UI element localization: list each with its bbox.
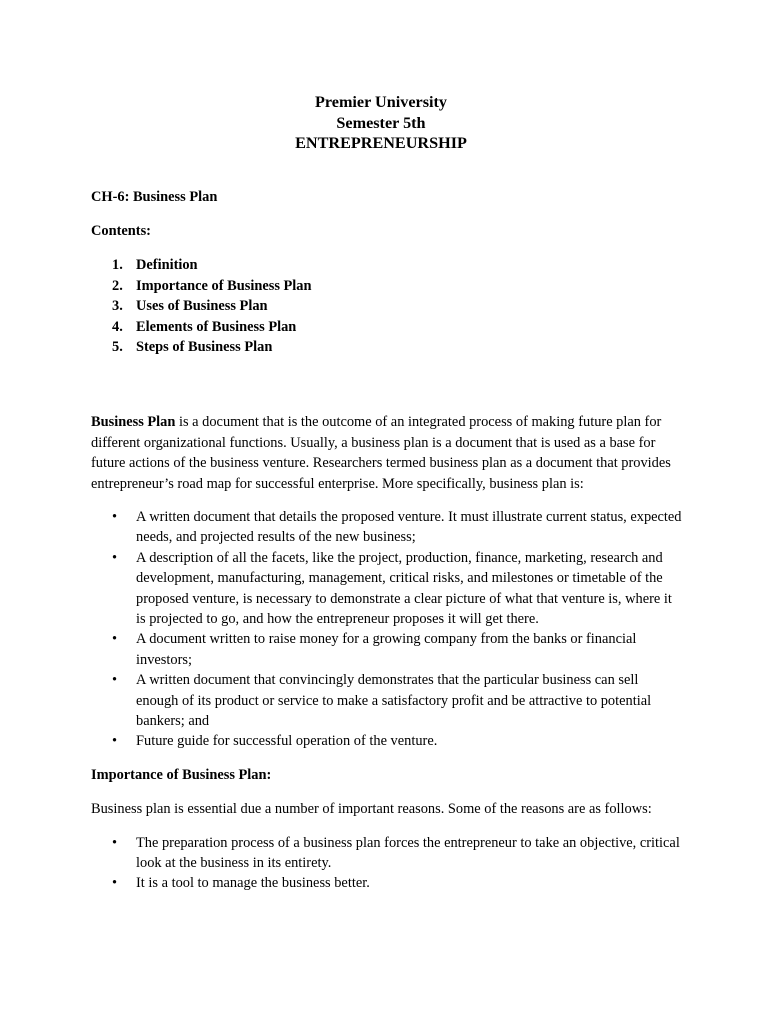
importance-heading: Importance of Business Plan: (91, 766, 272, 783)
contents-item-number: 2. (112, 277, 123, 294)
list-item-text: Future guide for successful operation of the venture. (136, 733, 438, 750)
definition-term: Business Plan (91, 414, 176, 431)
contents-item (91, 337, 683, 357)
list-item (91, 548, 683, 630)
contents-item-label: Importance of Business Plan (136, 277, 312, 294)
bullet-icon: • (112, 508, 118, 525)
chapter-title: CH-6: Business Plan (91, 188, 218, 205)
contents-item (91, 317, 683, 337)
list-item (91, 833, 683, 874)
list-item (91, 873, 683, 893)
contents-item-label: Steps of Business Plan (136, 338, 273, 355)
contents-item-label: Elements of Business Plan (136, 318, 297, 335)
list-item-text: A document written to raise money for a growing company from the banks or financial investors; (136, 631, 637, 668)
contents-item-label: Uses of Business Plan (136, 298, 268, 315)
contents-item-number: 1. (112, 257, 123, 274)
contents-item-number: 4. (112, 318, 123, 335)
list-item (91, 629, 683, 670)
document-page (91, 92, 683, 907)
list-item-text: A description of all the facets, like the project, production, finance, marketing, research and development, manufacturing, management, critical risks, and milestones or timetable of the proposed venture, is necessary to demonstrate a clear picture of what that venture is, where it is projected to go, and how the entrepreneur proposes it will get there. (136, 549, 672, 627)
contents-heading: Contents: (91, 222, 151, 239)
list-item-text: A written document that details the proposed venture. It must illustrate current status, expected needs, and projected results of the new business; (136, 508, 682, 546)
bullet-icon: • (112, 875, 118, 892)
definition-text: is a document that is the outcome of an integrated process of making future plan for different organizational functions. Usually, a business plan is a document that is used as a base for future actions of the business venture. Researchers termed business plan as a document that provides entrepreneur’s road map for successful enterprise. More specifically, business plan is: (91, 414, 671, 492)
definition-bullet-list (91, 507, 683, 752)
document-title-block (79, 92, 683, 154)
list-item (91, 731, 683, 751)
course-title: ENTREPRENEURSHIP (295, 134, 467, 152)
contents-item-number: 5. (112, 338, 123, 355)
list-item (91, 670, 683, 731)
importance-intro: Business plan is essential due a number of important reasons. Some of the reasons are as follows: (91, 801, 652, 818)
university-name: Premier University (314, 93, 447, 111)
bullet-icon: • (112, 672, 118, 689)
bullet-icon: • (112, 549, 118, 566)
contents-list (91, 255, 683, 357)
list-item (91, 507, 683, 548)
list-item-text: The preparation process of a business plan forces the entrepreneur to take an objective, critical look at the business in its entirety. (136, 834, 680, 872)
list-item-text: A written document that convincingly demonstrates that the particular business can sell enough of its product or service to make a satisfactory profit and be attractive to potential bankers; and (136, 672, 652, 730)
bullet-icon: • (112, 834, 118, 851)
contents-item-number: 3. (112, 298, 123, 315)
bullet-icon: • (112, 733, 118, 750)
semester-label: Semester 5th (336, 113, 426, 132)
contents-item (91, 255, 683, 275)
importance-bullet-list (91, 833, 683, 894)
contents-item-label: Definition (136, 257, 198, 274)
list-item-text: It is a tool to manage the business better. (136, 875, 370, 892)
contents-item (91, 276, 683, 296)
definition-paragraph (91, 412, 683, 494)
contents-item (91, 296, 683, 316)
bullet-icon: • (112, 631, 118, 648)
